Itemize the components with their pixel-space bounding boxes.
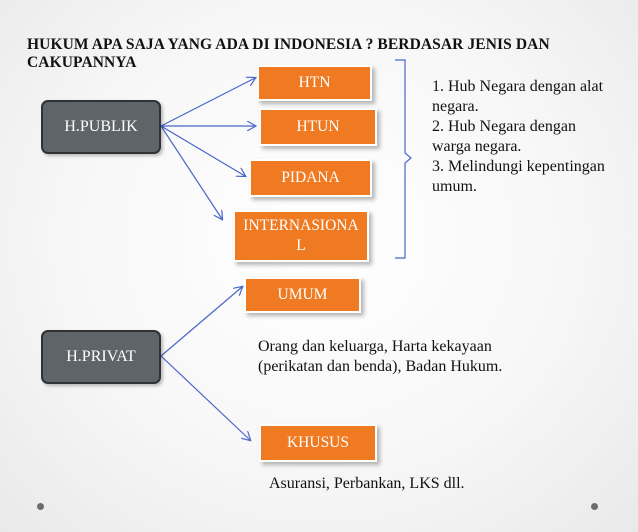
page-title: HUKUM APA SAJA YANG ADA DI INDONESIA ? BERDASAR JENIS DAN CAKUPANNYA [27, 36, 550, 71]
arrow-internasional [161, 126, 222, 219]
privat-box [41, 330, 161, 384]
arrow-htn [161, 78, 255, 126]
htun-label: HTUN [296, 118, 340, 135]
corner-dot-right [591, 503, 598, 510]
arrow-umum [161, 287, 242, 356]
corner-dot-left [37, 503, 44, 510]
htun-box [259, 108, 377, 146]
publik-note-3: 3. Melindungi kepentingan umum. [432, 158, 605, 195]
htn-label: HTN [298, 74, 331, 91]
internasional-label: INTERNASIONAL [243, 217, 359, 254]
khusus-label: KHUSUS [286, 434, 349, 451]
arrow-pidana [161, 126, 245, 176]
umum-note: Orang dan keluarga, Harta kekayaan (perikatan dan benda), Badan Hukum. [258, 338, 503, 375]
publik-notes [432, 77, 612, 197]
khusus-box [259, 424, 377, 462]
pidana-label: PIDANA [281, 169, 340, 186]
htn-box [257, 65, 372, 101]
publik-note-1: 1. Hub Negara dengan alat negara. [432, 78, 604, 115]
publik-label: H.PUBLIK [64, 118, 138, 135]
umum-box [244, 277, 361, 313]
khusus-note: Asuransi, Perbankan, LKS dll. [269, 475, 465, 492]
umum-label: UMUM [277, 286, 328, 303]
publik-box [41, 100, 161, 154]
brace [395, 60, 411, 258]
pidana-box [249, 159, 372, 197]
arrow-khusus [161, 356, 250, 440]
internasional-box [233, 210, 369, 262]
publik-note-2: 2. Hub Negara dengan warga negara. [432, 118, 576, 155]
privat-label: H.PRIVAT [66, 348, 136, 365]
